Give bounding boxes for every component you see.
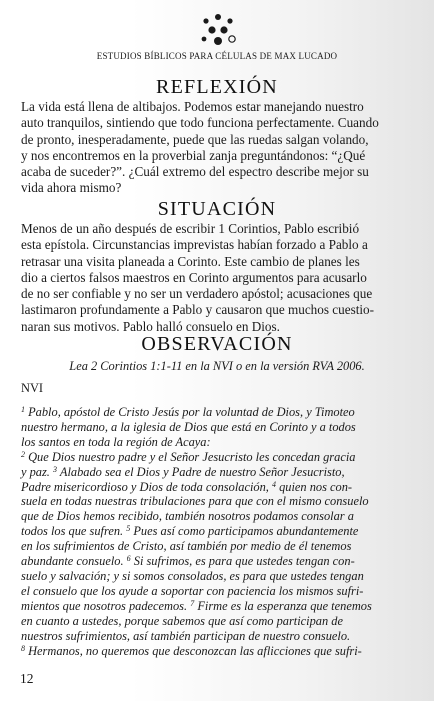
- text-line: esta epístola. Circunstancias imprevistas habían forzado a Pablo a: [21, 237, 368, 253]
- verse-number: 7: [190, 598, 195, 608]
- text-line: lastimaron profundamente a Pablo y causaron que muchos cuestio-: [21, 302, 375, 318]
- scripture-line: [21, 524, 421, 539]
- verse-text: en los sufrimientos de Cristo, así también por medio de él tenemos: [21, 539, 352, 554]
- scripture-line: [21, 465, 421, 480]
- verse-text: que de Dios hemos recibido, también nosotros podamos consolar a: [21, 509, 354, 524]
- text-line: acaba de suceder?”. ¿Cuál extremo del espectro describe mejor su: [21, 164, 369, 180]
- verse-text: Alabado sea el Dios y Padre de nuestro Señor Jesucristo,: [57, 464, 345, 479]
- verse-text: abundante consuelo.: [21, 554, 127, 569]
- verse-number: 3: [53, 464, 58, 474]
- verse-text: Que Dios nuestro padre y el Señor Jesucristo les concedan gracia: [25, 449, 356, 464]
- series-logo: [198, 12, 238, 46]
- verse-text: los santos en toda la región de Acaya:: [21, 434, 211, 449]
- text-line: de pronto, inesperadamente, puede que las ruedas salgan volando,: [21, 131, 369, 147]
- scripture-line: [21, 435, 421, 450]
- heading-situacion: SITUACIÓN: [157, 198, 277, 220]
- text-line: dio a ciertos falsos maestros en Corinto argumentos para acusarlo: [21, 269, 367, 285]
- verse-text: nuestro hermano, a la iglesia de Dios que está en Corinto y a todos: [21, 419, 356, 434]
- text-line: Menos de un año después de escribir 1 Corintios, Pablo escribió: [21, 221, 360, 236]
- scripture-line: [21, 420, 421, 435]
- scripture-line: [21, 539, 421, 554]
- verse-text: Hermanos, no queremos que desconozcan las aflicciones que sufri-: [25, 643, 362, 658]
- scripture-line: [21, 644, 421, 659]
- situacion-paragraph: [21, 221, 418, 335]
- version-label: NVI: [21, 381, 44, 395]
- heading-reflexion: REFLEXIÓN: [156, 76, 278, 98]
- verse-text: suela en todas nuestras tribulaciones para que con el mismo consuelo: [21, 494, 369, 509]
- verse-text: nuestros sufrimientos, así también participan de nuestro consuelo.: [21, 628, 351, 643]
- scripture-line: [21, 554, 421, 569]
- page-number: 12: [20, 671, 34, 686]
- verse-text: suelo y salvación; y si somos consolados, es para que ustedes tengan: [21, 568, 364, 583]
- text-line: auto tranquilos, sintiendo que todo funciona perfectamente. Cuando: [21, 115, 379, 131]
- heading-observacion: OBSERVACIÓN: [141, 333, 293, 355]
- scripture-line: [21, 599, 421, 614]
- verse-text: el consuelo que los ayude a soportar con paciencia los mismos sufri-: [21, 583, 364, 598]
- verse-number: 2: [21, 449, 25, 459]
- scripture-line: [21, 629, 421, 644]
- verse-text: Si sufrimos, es para que ustedes tengan con-: [130, 554, 355, 569]
- scripture-line: [21, 405, 421, 420]
- verse-number: 5: [126, 524, 131, 534]
- verse-number: 6: [126, 554, 131, 564]
- text-line: La vida está llena de altibajos. Podemos estar manejando nuestro: [21, 99, 364, 114]
- scripture-line: [21, 614, 421, 629]
- scripture-line: [21, 584, 421, 599]
- verse-text: y paz.: [21, 464, 54, 479]
- verse-text: Pues así como participamos abundantemente: [130, 524, 359, 539]
- reflexion-paragraph: [21, 99, 418, 197]
- scripture-line: [21, 450, 421, 465]
- verse-text: quien nos con-: [276, 479, 353, 494]
- verse-text: Pablo, apóstol de Cristo Jesús por la voluntad de Dios, y Timoteo: [25, 405, 355, 419]
- scripture-line: [21, 480, 421, 495]
- verse-text: en cuanto a ustedes, porque sabemos que así como participan de: [21, 613, 343, 628]
- verse-text: Firme es la esperanza que tenemos: [194, 598, 372, 613]
- text-line: y nos encontremos en la proverbial zanja preguntándonos: “¿Qué: [21, 147, 366, 163]
- text-line: vida ahora mismo?: [21, 180, 122, 196]
- verse-number: 1: [21, 405, 25, 414]
- verse-number: 4: [272, 479, 276, 489]
- series-title: ESTUDIOS BÍBLICOS PARA CÉLULAS DE MAX LUCADO: [96, 51, 338, 61]
- scripture-line: [21, 494, 421, 509]
- scripture-line: [21, 569, 421, 584]
- text-line: retrasar una visita planeada a Corinto. Este cambio de planes les: [21, 253, 360, 269]
- scripture-passage: [21, 405, 421, 658]
- verse-text: todos los que sufren.: [21, 524, 127, 539]
- verse-text: mientos que nosotros padecemos.: [21, 598, 191, 613]
- text-line: naran sus motivos. Pablo halló consuelo en Dios.: [21, 318, 280, 334]
- text-line: de no ser confiable y no ser un verdadero apóstol; acusaciones que: [21, 286, 373, 302]
- reading-instruction: Lea 2 Corintios 1:1-11 en la NVI o en la versión RVA 2006.: [69, 359, 365, 373]
- scripture-line: [21, 509, 421, 524]
- verse-text: Padre misericordioso y Dios de toda consolación,: [21, 479, 272, 494]
- verse-number: 8: [21, 643, 25, 653]
